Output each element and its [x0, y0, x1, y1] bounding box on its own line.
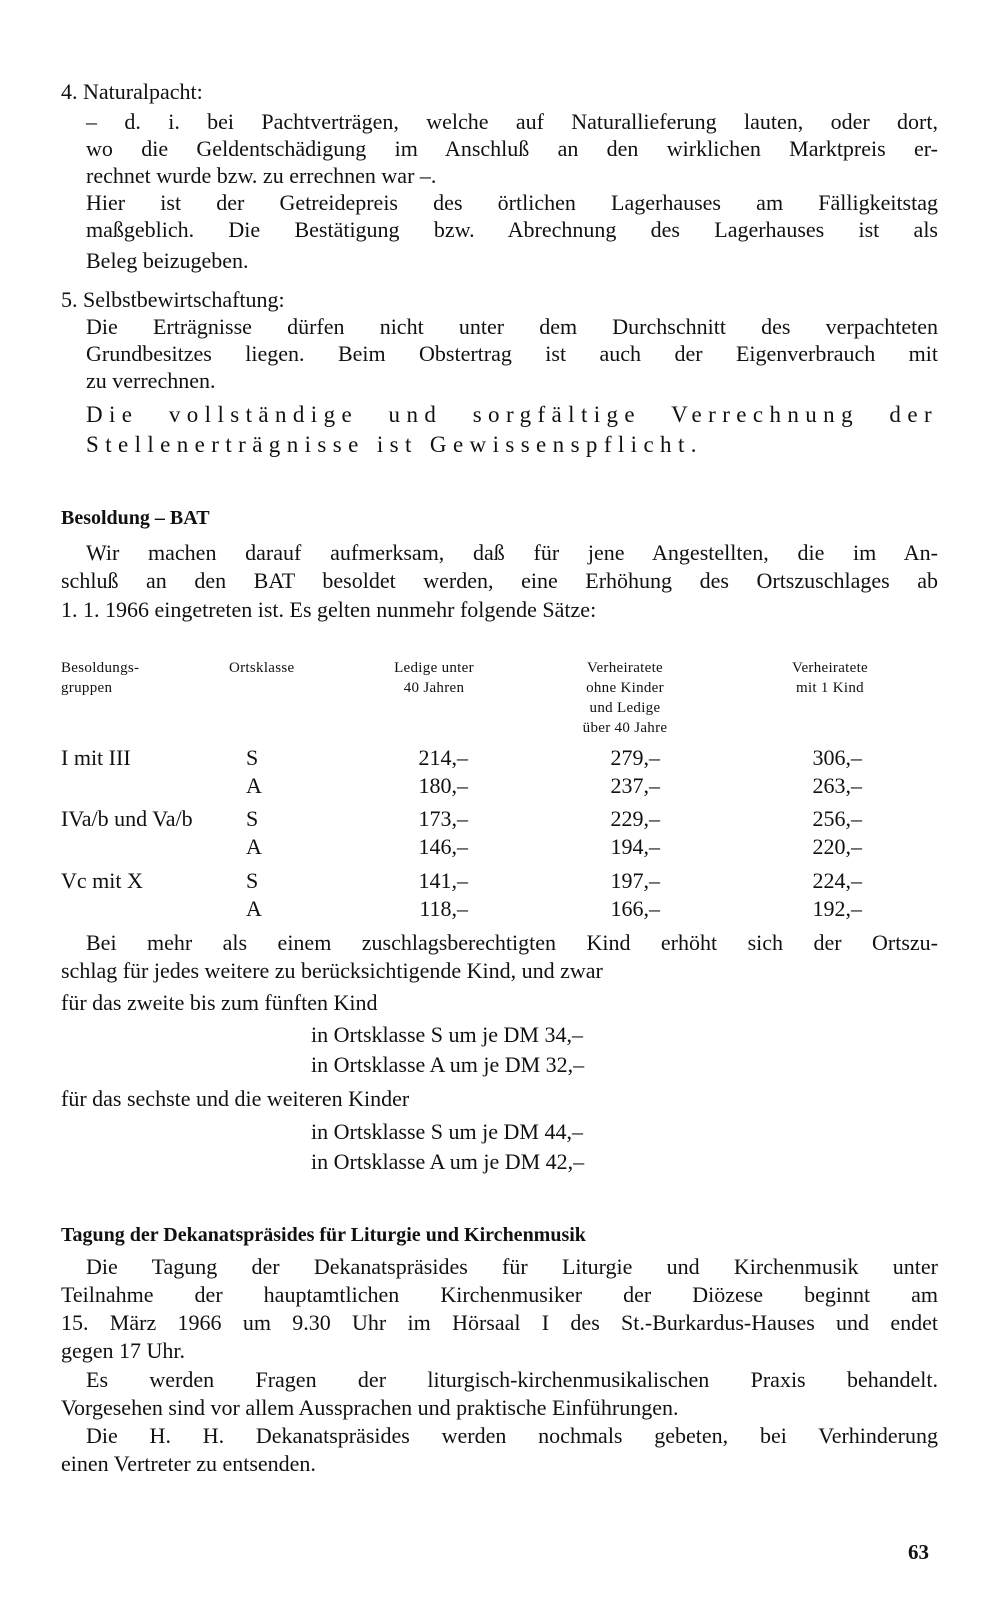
table-row-married: 166,– [610, 896, 660, 921]
table-row-child: 263,– [812, 773, 862, 798]
table-row-single: 173,– [418, 806, 468, 831]
tagung-heading: Tagung der Dekanatspräsides für Liturgie und Kirchenmusik [61, 1224, 586, 1246]
section-5-line-2: Grundbesitzes liegen. Beim Obstertrag ist auch der Eigenverbrauch mit [86, 341, 938, 366]
section-4-line-2: wo die Geldentschädigung im Anschluß an den wirklichen Marktpreis er- [86, 136, 938, 161]
sixth-onward-label: für das sechste und die weiteren Kinder [61, 1086, 410, 1111]
table-row-class: S [246, 868, 259, 893]
table-row-class: A [246, 834, 262, 859]
emphasis-line-2: Stellenerträgnisse ist Gewissenspflicht. [86, 432, 703, 457]
tagung-line-5: Es werden Fragen der liturgisch-kirchenmusikalischen Praxis behandelt. [86, 1367, 938, 1392]
table-row-single: 141,– [418, 868, 468, 893]
table-row-group: Vc mit X [61, 868, 143, 893]
section-4-line-5: maßgeblich. Die Bestätigung bzw. Abrechnung des Lagerhauses ist als [86, 217, 938, 242]
tagung-line-7: Die H. H. Dekanatspräsides werden nochmals gebeten, bei Verhinderung [86, 1423, 938, 1448]
table-row-class: S [246, 806, 259, 831]
table-row-child: 256,– [812, 806, 862, 831]
section-4-line-3: rechnet wurde bzw. zu errechnen war –. [86, 163, 437, 188]
besoldung-intro-1: Wir machen darauf aufmerksam, daß für jene Angestellten, die im An- [86, 540, 938, 565]
besoldung-heading: Besoldung – BAT [61, 507, 210, 529]
table-row-child: 220,– [812, 834, 862, 859]
rate-s-6: in Ortsklasse S um je DM 44,– [311, 1119, 583, 1144]
tagung-line-6: Vorgesehen sind vor allem Aussprachen und praktische Einführungen. [61, 1395, 679, 1420]
header-child: Verheiratete mit 1 Kind [791, 660, 869, 696]
rate-a-6: in Ortsklasse A um je DM 42,– [311, 1149, 585, 1174]
after-table-line-2: schlag für jedes weitere zu berücksichtigende Kind, und zwar [61, 958, 603, 983]
section-5-title: 5. Selbstbewirtschaftung: [61, 287, 285, 312]
table-row-married: 279,– [610, 745, 660, 770]
section-5-line-3: zu verrechnen. [86, 368, 216, 393]
header-married: Verheiratete ohne Kinder und Ledige über 40 Jahre [582, 660, 668, 736]
table-row-single: 118,– [419, 896, 468, 921]
besoldung-intro-2: schluß an den BAT besoldet werden, eine Erhöhung des Ortszuschlages ab [61, 568, 938, 593]
table-row-married: 237,– [610, 773, 660, 798]
second-to-fifth-label: für das zweite bis zum fünften Kind [61, 990, 378, 1015]
table-row-class: S [246, 745, 259, 770]
tagung-line-2: Teilnahme der hauptamtlichen Kirchenmusiker der Diözese beginnt am [61, 1282, 938, 1307]
rate-s-2-5: in Ortsklasse S um je DM 34,– [311, 1022, 583, 1047]
table-row-single: 180,– [418, 773, 468, 798]
tagung-line-4: gegen 17 Uhr. [61, 1338, 186, 1363]
section-5-line-1: Die Erträgnisse dürfen nicht unter dem Durchschnitt des verpachteten [86, 314, 938, 339]
table-row-single: 146,– [418, 834, 468, 859]
header-single: Ledige unter 40 Jahren [394, 660, 474, 696]
tagung-line-1: Die Tagung der Dekanatspräsides für Liturgie und Kirchenmusik unter [86, 1254, 938, 1279]
besoldung-intro-3: 1. 1. 1966 eingetreten ist. Es gelten nunmehr folgende Sätze: [61, 597, 597, 622]
page-number: 63 [908, 1540, 929, 1564]
table-row-married: 229,– [610, 806, 660, 831]
rate-a-2-5: in Ortsklasse A um je DM 32,– [311, 1052, 585, 1077]
table-row-class: A [246, 773, 262, 798]
section-4-title: 4. Naturalpacht: [61, 79, 203, 104]
table-row-married: 197,– [610, 868, 660, 893]
table-row-child: 306,– [812, 745, 862, 770]
table-row-child: 192,– [812, 896, 862, 921]
tagung-line-8: einen Vertreter zu entsenden. [61, 1451, 316, 1476]
table-row-child: 224,– [812, 868, 862, 893]
table-row-single: 214,– [418, 745, 468, 770]
header-ortsklasse: Ortsklasse [229, 660, 295, 676]
section-4-line-1: – d. i. bei Pachtverträgen, welche auf Naturallieferung lauten, oder dort, [86, 109, 938, 134]
table-row-married: 194,– [610, 834, 660, 859]
table-row-group: I mit III [61, 745, 131, 770]
header-group: Besoldungs- gruppen [61, 660, 140, 696]
section-4-line-4: Hier ist der Getreidepreis des örtlichen Lagerhauses am Fälligkeitstag [86, 190, 938, 215]
table-row-group: IVa/b und Va/b [61, 806, 193, 831]
after-table-line-1: Bei mehr als einem zuschlagsberechtigten Kind erhöht sich der Ortszu- [86, 930, 938, 955]
emphasis-line-1: Die vollständige und sorgfältige Verrechnung der [86, 402, 938, 427]
table-row-class: A [246, 896, 262, 921]
tagung-line-3: 15. März 1966 um 9.30 Uhr im Hörsaal I des St.-Burkardus-Hauses und endet [61, 1310, 938, 1335]
section-4-line-6: Beleg beizugeben. [86, 248, 249, 273]
